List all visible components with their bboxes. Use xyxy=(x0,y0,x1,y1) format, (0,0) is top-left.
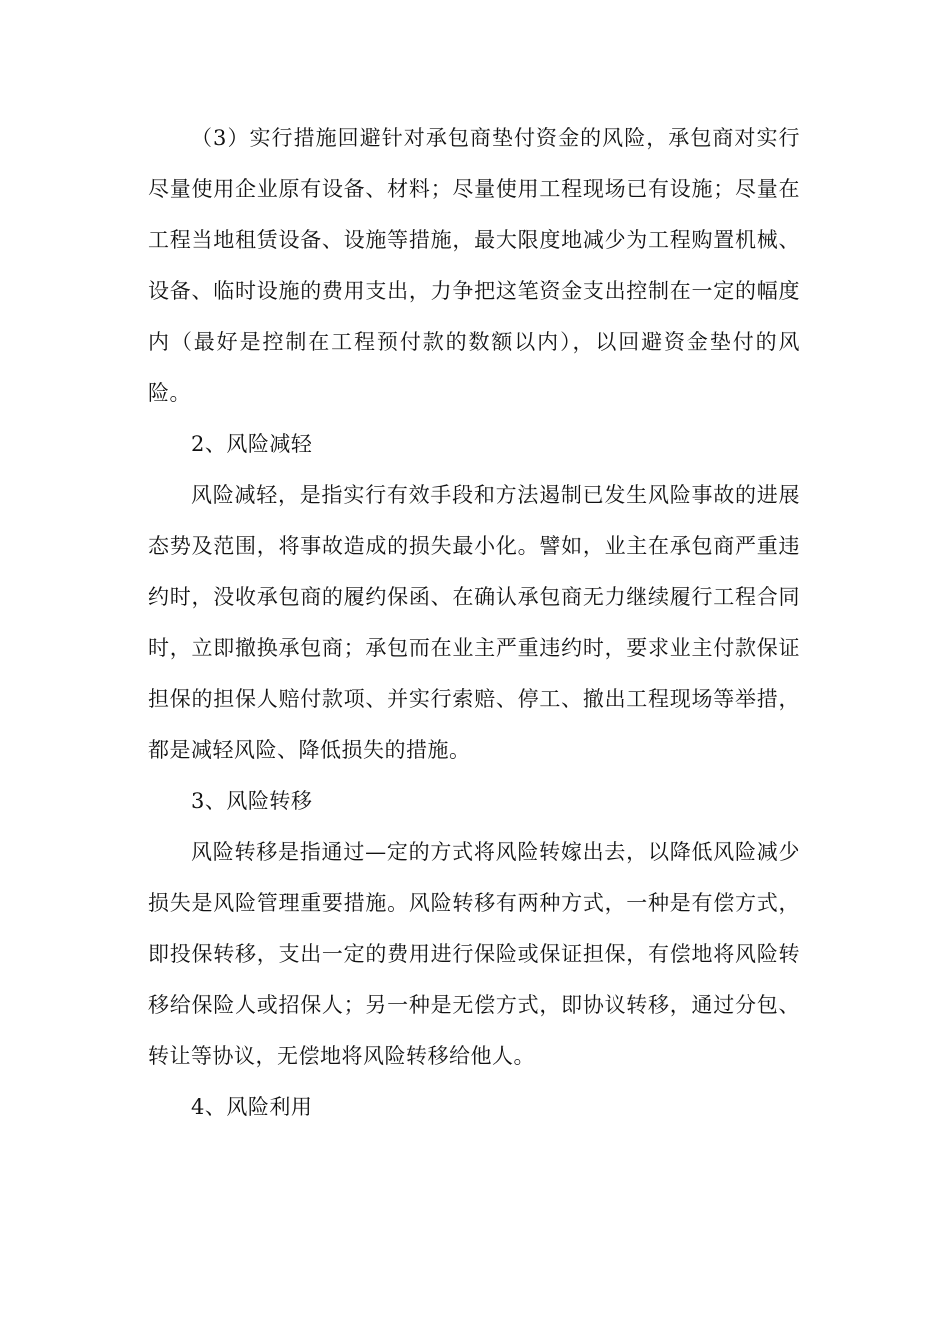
paragraph-risk-transfer: 风险转移是指通过—定的方式将风险转嫁出去，以降低风险减少损失是风险管理重要措施。风险转移有两种方式，一种是有偿方式，即投保转移，支出一定的费用进行保险或保证担保，有偿地将风险转移给保险人或招保人；另一种是无偿方式，即协议转移，通过分包、转让等协议，无偿地将风险转移给他人。 xyxy=(148,840,800,1068)
section-heading-risk-transfer: 3、风险转移 xyxy=(191,789,313,813)
paragraph-risk-avoidance-advance-funds: （3）实行措施回避针对承包商垫付资金的风险，承包商对实行尽量使用企业原有设备、材料；尽量使用工程现场已有设施；尽量在工程当地租赁设备、设施等措施，最大限度地减少为工程购置机械、设备、临时设施的费用支出，力争把这笔资金支出控制在一定的幅度内（最好是控制在工程预付款的数额以内），以回避资金垫付的风险。 xyxy=(148,126,800,405)
section-heading-risk-utilization: 4、风险利用 xyxy=(191,1095,313,1119)
section-heading-risk-mitigation: 2、风险减轻 xyxy=(191,432,313,456)
paragraph-risk-mitigation: 风险减轻，是指实行有效手段和方法遏制已发生风险事故的进展态势及范围，将事故造成的损失最小化。譬如，业主在承包商严重违约时，没收承包商的履约保函、在确认承包商无力继续履行工程合同时，立即撤换承包商；承包而在业主严重违约时，要求业主付款保证担保的担保人赔付款项、并实行索赔、停工、撤出工程现场等举措，都是减轻风险、降低损失的措施。 xyxy=(148,483,800,762)
document-page xyxy=(148,113,800,1133)
